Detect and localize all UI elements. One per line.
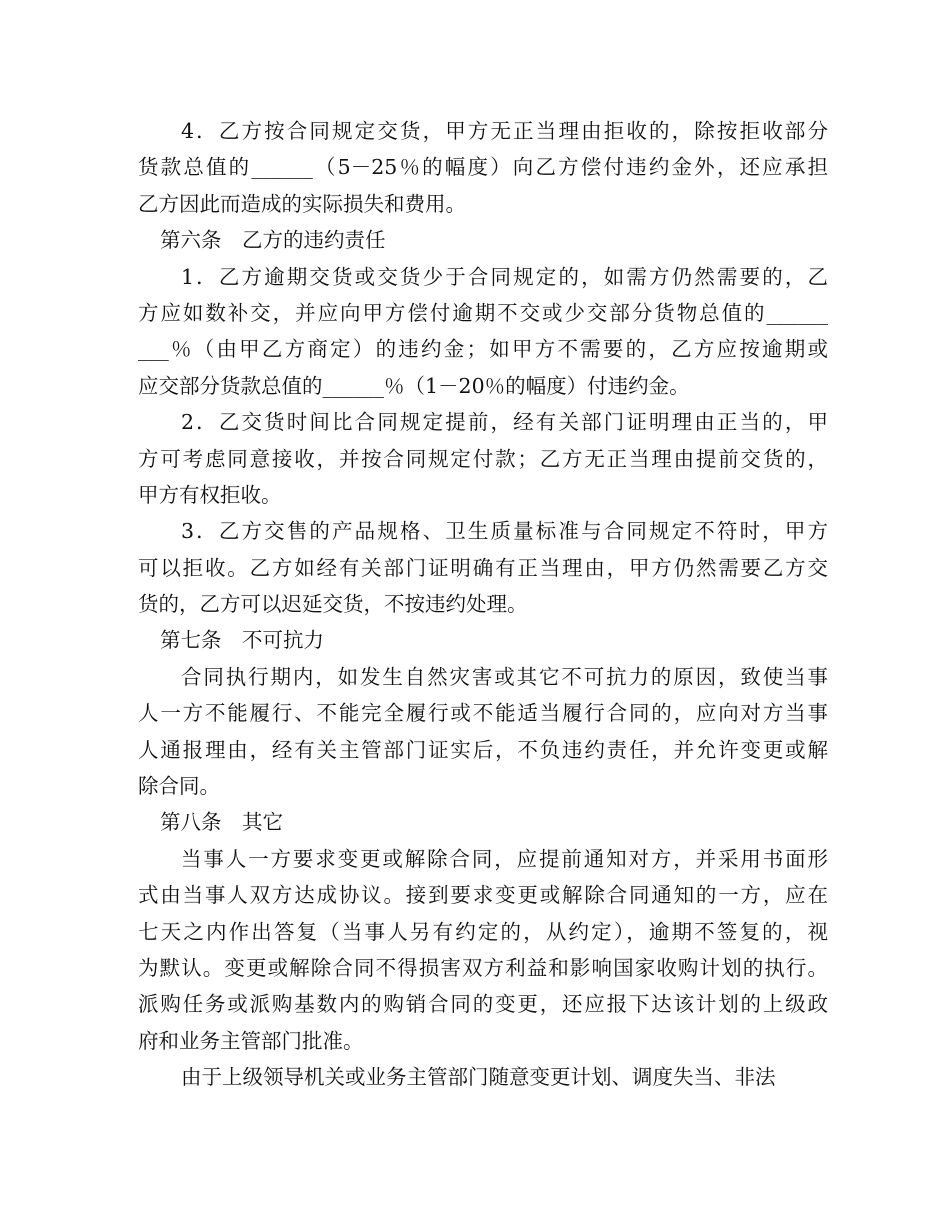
text-line: 府和业务主管部门批准。 bbox=[138, 1028, 364, 1053]
article-heading bbox=[138, 804, 828, 840]
text-line: 方应如数补交，并应向甲方偿付逾期不交或少交部分货物总值的______ bbox=[138, 300, 828, 325]
text-line: 3．乙方交售的产品规格、卫生质量标准与合同规定不符时，甲方 bbox=[181, 519, 828, 544]
text-line: 当事人一方要求变更或解除合同，应提前通知对方，并采用书面形 bbox=[181, 846, 828, 871]
text-line: 方可考虑同意接收，并按合同规定付款；乙方无正当理由提前交货的， bbox=[138, 446, 828, 471]
text-line: 货款总值的______（5－25％的幅度）向乙方偿付违约金外，还应承担 bbox=[138, 155, 828, 180]
heading-text: 第六条 乙方的违约责任 bbox=[160, 228, 386, 253]
text-line: 为默认。变更或解除合同不得损害双方利益和影响国家收购计划的执行。 bbox=[138, 955, 828, 980]
paragraph bbox=[138, 113, 828, 222]
paragraph bbox=[138, 841, 828, 1059]
text-line: 人一方不能履行、不能完全履行或不能适当履行合同的，应向对方当事 bbox=[138, 701, 828, 726]
text-line: 式由当事人双方达成协议。接到要求变更或解除合同通知的一方，应在 bbox=[138, 883, 828, 908]
text-line: 甲方有权拒收。 bbox=[138, 482, 282, 507]
text-line: 1．乙方逾期交货或交货少于合同规定的，如需方仍然需要的，乙 bbox=[181, 264, 828, 289]
text-line: 七天之内作出答复（当事人另有约定的，从约定），逾期不签复的，视 bbox=[138, 919, 828, 944]
document-page bbox=[138, 113, 828, 1096]
paragraph bbox=[138, 1059, 828, 1095]
paragraph bbox=[138, 259, 828, 405]
paragraph bbox=[138, 404, 828, 513]
text-line: 合同执行期内，如发生自然灾害或其它不可抗力的原因，致使当事 bbox=[181, 664, 828, 689]
heading-text: 第七条 不可抗力 bbox=[160, 628, 324, 653]
article-heading bbox=[138, 222, 828, 258]
paragraph bbox=[138, 659, 828, 805]
text-line: 人通报理由，经有关主管部门证实后，不负违约责任，并允许变更或解 bbox=[138, 737, 828, 762]
text-line: 除合同。 bbox=[138, 774, 220, 799]
text-line: 货的，乙方可以迟延交货，不按违约处理。 bbox=[138, 592, 528, 617]
text-line: ___％（由甲乙方商定）的违约金；如甲方不需要的，乙方应按逾期或 bbox=[138, 337, 828, 362]
paragraph bbox=[138, 513, 828, 622]
text-line: 乙方因此而造成的实际损失和费用。 bbox=[138, 191, 466, 216]
article-heading bbox=[138, 622, 828, 658]
text-line: 派购任务或派购基数内的购销合同的变更，还应报下达该计划的上级政 bbox=[138, 992, 828, 1017]
text-line: 2．乙交货时间比合同规定提前，经有关部门证明理由正当的，甲 bbox=[181, 410, 828, 435]
text-line: 由于上级领导机关或业务主管部门随意变更计划、调度失当、非法 bbox=[181, 1065, 776, 1090]
text-line: 应交部分货款总值的______％（1－20％的幅度）付违约金。 bbox=[138, 373, 690, 398]
text-line: 可以拒收。乙方如经有关部门证明确有正当理由，甲方仍然需要乙方交 bbox=[138, 555, 828, 580]
text-line: 4．乙方按合同规定交货，甲方无正当理由拒收的，除按拒收部分 bbox=[181, 119, 828, 143]
heading-text: 第八条 其它 bbox=[160, 810, 283, 835]
